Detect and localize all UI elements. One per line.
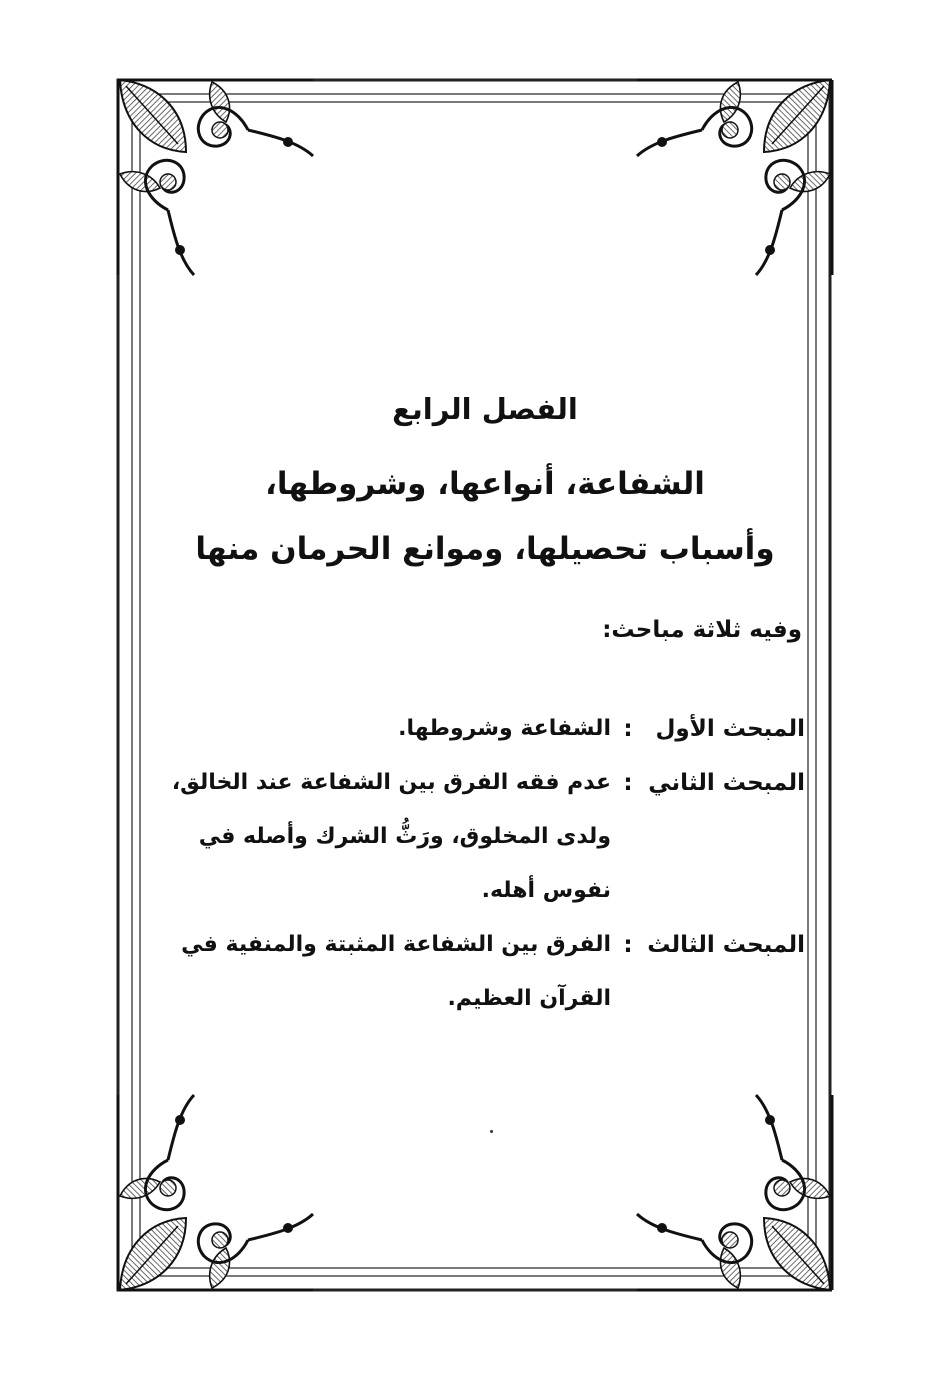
corner-flourish-icon [637, 80, 832, 275]
scan-speck [490, 1130, 493, 1133]
section-label: المبحث الثاني [648, 770, 805, 796]
section-label: المبحث الثالث [647, 932, 805, 958]
corner-flourish-icon [118, 80, 313, 275]
chapter-title-line1: الشفاعة، أنواعها، وشروطها، [265, 466, 705, 502]
section-item [145, 756, 805, 918]
sections-intro: وفيه ثلاثة مباحث: [602, 617, 802, 643]
section-item [145, 918, 805, 1026]
section-text: الفرق بين الشفاعة المثبتة والمنفية في القرآن العظيم. [181, 932, 611, 1011]
corner-flourish-icon [118, 1095, 313, 1290]
corner-flourish-icon [637, 1095, 832, 1290]
section-text: الشفاعة وشروطها. [398, 716, 611, 741]
chapter-label: الفصل الرابع [392, 392, 578, 426]
section-colon: : [623, 770, 633, 796]
sections-list [145, 702, 805, 1026]
section-label: المبحث الأول [655, 716, 805, 742]
section-colon: : [623, 932, 633, 958]
section-colon: : [623, 716, 633, 742]
chapter-title-line2: وأسباب تحصيلها، وموانع الحرمان منها [195, 531, 775, 567]
section-item [145, 702, 805, 756]
section-text: عدم فقه الفرق بين الشفاعة عند الخالق، ولدى المخلوق، ورَثُّ الشرك وأصله في نفوس أهله. [171, 770, 611, 903]
